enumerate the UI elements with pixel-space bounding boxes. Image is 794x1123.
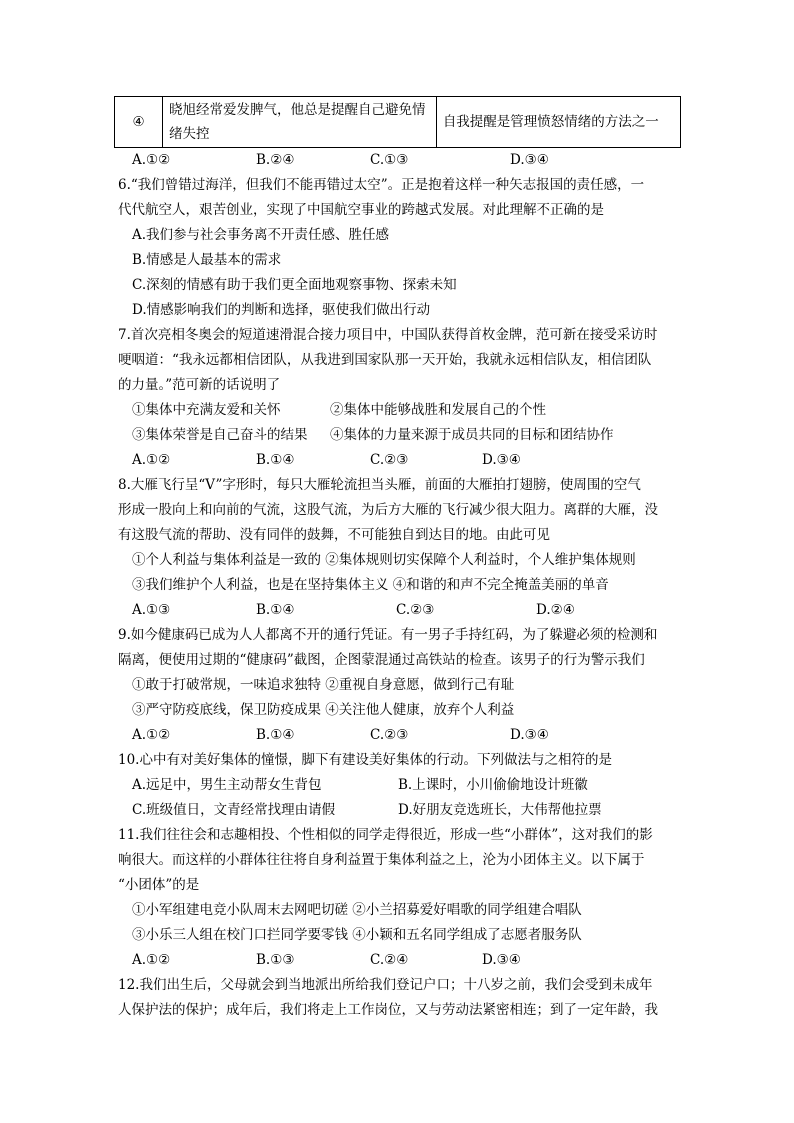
row-number: ④ [115,97,163,148]
q9-option-c: C.②③ [370,727,409,743]
q9-stem-2: 隔离，便使用过期的“健康码”截图，企图蒙混通过高铁站的检查。该男子的行为警示我们 [118,652,645,668]
q11-option-b: B.①③ [256,952,295,968]
row-scenario-line1: 晓旭经常爱发脾气，他总是提醒自己避免情 [169,102,426,118]
q6-option-b: B.情感是人最基本的需求 [132,252,282,268]
q7-option-d: D.③④ [482,452,521,468]
q8-stem-1: 8.大雁飞行呈“V”字形时，每只大雁轮流担当头雁，前面的大雁拍打翅膀，使周围的空气 [118,477,641,493]
q8-statements-34: ③我们维护个人利益，也是在坚持集体主义 ④和谐的和声不完全掩盖美丽的单音 [132,577,609,593]
q10-option-d: D.好朋友竞选班长，大伟帮他拉票 [398,802,602,818]
q5-option-d: D.③④ [510,152,549,168]
q11-statements-12: ①小军组建电竞小队周末去网吧切磋 ②小兰招募爱好唱歌的同学组建合唱队 [132,902,582,918]
q8-option-d: D.②④ [536,602,575,618]
q11-option-d: D.③④ [482,952,521,968]
q5-option-b: B.②④ [256,152,295,168]
q8-option-b: B.①④ [256,602,295,618]
q7-option-a: A.①② [132,452,171,468]
q10-option-c: C.班级值日，文青经常找理由请假 [132,802,336,818]
q7-statement-1: ①集体中充满友爱和关怀 [132,402,281,418]
q10-option-a: A.远足中，男生主动帮女生背包 [132,777,322,793]
q7-option-c: C.②③ [370,452,409,468]
table-row [115,97,681,148]
q11-option-c: C.②④ [370,952,409,968]
q11-stem-3: “小团体”的是 [118,877,200,893]
q11-stem-1: 11.我们往往会和志趣相投、个性相似的同学走得很近，形成一些“小群体”，这对我们的影 [118,827,653,843]
q6-option-c: C.深刻的情感有助于我们更全面地观察事物、探索未知 [132,277,457,293]
q8-stem-2: 形成一股向上和向前的气流，这股气流，为后方大雁的飞行减少很大阻力。离群的大雁，没 [118,502,658,518]
q9-statements-12: ①敢于打破常规，一味追求独特 ②重视自身意愿，做到行己有耻 [132,677,515,693]
q6-stem-1: 6.“我们曾错过海洋，但我们不能再错过太空”。正是抱着这样一种矢志报国的责任感，一 [118,177,645,193]
q5-option-a: A.①② [132,152,171,168]
q11-option-a: A.①② [132,952,171,968]
answer-table [114,96,681,148]
q7-statement-2: ②集体中能够战胜和发展自己的个性 [330,402,546,418]
row-scenario-line2: 绪失控 [169,126,210,142]
q8-option-c: C.②③ [396,602,435,618]
q12-stem-1: 12.我们出生后，父母就会到当地派出所给我们登记户口；十八岁之前，我们会受到未成年 [118,977,653,993]
q9-option-a: A.①② [132,727,171,743]
q11-statements-34: ③小乐三人组在校门口拦同学要零钱 ④小颖和五名同学组成了志愿者服务队 [132,927,582,943]
q9-option-d: D.③④ [510,727,549,743]
q10-stem-1: 10.心中有对美好集体的憧憬，脚下有建设美好集体的行动。下列做法与之相符的是 [118,752,612,768]
q7-statement-3: ③集体荣誉是自己奋斗的结果 [132,427,308,443]
q7-stem-3: 的力量。”范可新的话说明了 [118,377,281,393]
row-scenario [163,97,437,148]
q9-stem-1: 9.如今健康码已成为人人都离不开的通行凭证。有一男子手持红码，为了躲避必须的检测和 [118,627,658,643]
q6-option-a: A.我们参与社会事务离不开责任感、胜任感 [132,227,390,243]
row-view: 自我提醒是管理愤怒情绪的方法之一 [436,97,680,148]
q7-statement-4: ④集体的力量来源于成员共同的目标和团结协作 [330,427,614,443]
q5-option-c: C.①③ [370,152,409,168]
q6-stem-2: 代代航空人，艰苦创业，实现了中国航空事业的跨越式发展。对此理解不正确的是 [118,202,604,218]
q11-stem-2: 响很大。而这样的小群体往往将自身利益置于集体利益之上，沦为小团体主义。以下属于 [118,852,645,868]
q9-option-b: B.①④ [256,727,295,743]
q9-statements-34: ③严守防疫底线，保卫防疫成果 ④关注他人健康，放弃个人利益 [132,702,515,718]
q12-stem-2: 人保护法的保护；成年后，我们将走上工作岗位，又与劳动法紧密相连；到了一定年龄，我 [118,1002,658,1018]
q8-statements-12: ①个人利益与集体利益是一致的 ②集体规则切实保障个人利益时，个人维护集体规则 [132,552,636,568]
q6-option-d: D.情感影响我们的判断和选择，驱使我们做出行动 [132,302,431,318]
q8-option-a: A.①③ [132,602,171,618]
q7-stem-2: 哽咽道：“我永远都相信团队，从我进到国家队那一天开始，我就永远相信队友，相信团队 [118,352,652,368]
q7-option-b: B.①④ [256,452,295,468]
q10-option-b: B.上课时，小川偷偷地设计班徽 [398,777,588,793]
q7-stem-1: 7.首次亮相冬奥会的短道速滑混合接力项目中，中国队获得首枚金牌，范可新在接受采访时 [118,327,658,343]
q8-stem-3: 有这股气流的帮助、没有同伴的鼓舞，不可能独自到达目的地。由此可见 [118,527,550,543]
